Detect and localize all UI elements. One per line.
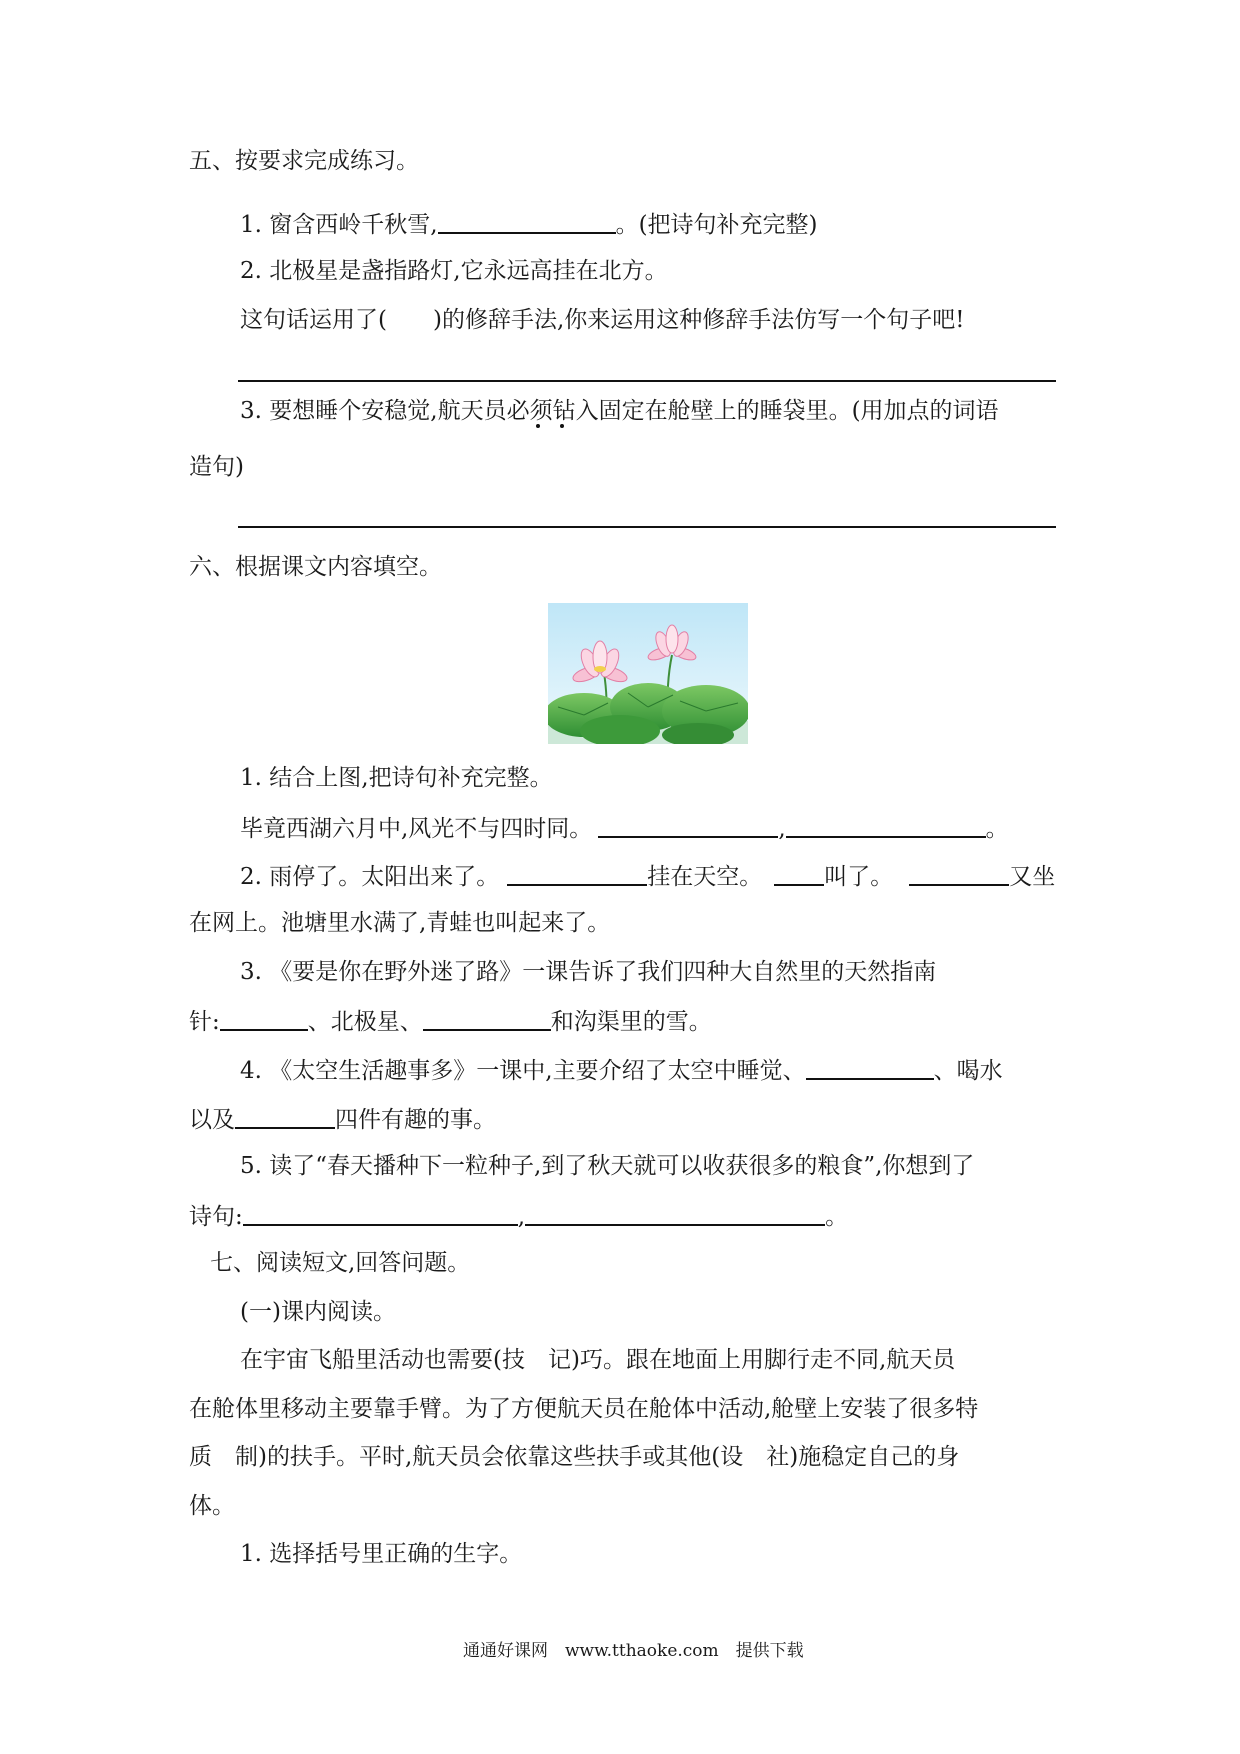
- q6-4-part-a: 4. 《太空生活趣事多》一课中,主要介绍了太空中睡觉、: [240, 1058, 806, 1084]
- q6-4-part-d: 四件有趣的事。: [335, 1107, 496, 1133]
- question-6-2-line1: [240, 860, 1055, 890]
- section-7-subheading: (一)课内阅读。: [240, 1299, 396, 1325]
- question-6-3-line2: [189, 1005, 712, 1035]
- question-5-3-line1: 3. 要想睡个安稳觉,航天员必须钻入固定在舱壁上的睡袋里。(用加点的词语: [240, 398, 999, 424]
- answer-blank[interactable]: [525, 1200, 825, 1226]
- question-5-2-line2: 这句话运用了( )的修辞手法,你来运用这种修辞手法仿写一个句子吧!: [240, 307, 965, 333]
- comma: ,: [778, 816, 786, 842]
- question-6-1-title: 1. 结合上图,把诗句补充完整。: [240, 765, 553, 791]
- answer-blank[interactable]: [774, 860, 824, 886]
- answer-blank[interactable]: [806, 1054, 934, 1080]
- section-7-heading: 七、阅读短文,回答问题。: [210, 1250, 471, 1276]
- question-5-1-tail: 。(把诗句补充完整): [615, 212, 818, 238]
- question-6-5-line2: [189, 1200, 848, 1230]
- question-5-1: [240, 208, 818, 238]
- question-6-1-poem: [240, 812, 1009, 842]
- answer-blank[interactable]: [243, 1200, 518, 1226]
- reading-paragraph-line: 体。: [189, 1493, 235, 1519]
- answer-line[interactable]: [238, 526, 1056, 528]
- q6-3-part-a: 针:: [189, 1009, 220, 1035]
- lotus-illustration: [548, 603, 748, 744]
- reading-paragraph-line: 在舱体里移动主要靠手臂。为了方便航天员在舱体中活动,舱壁上安装了很多特: [189, 1396, 979, 1422]
- answer-blank[interactable]: [598, 812, 778, 838]
- question-6-4-line2: [189, 1103, 496, 1133]
- comma: ,: [517, 1204, 526, 1230]
- question-6-4-line1: [240, 1054, 1003, 1084]
- q6-2-part-a: 2. 雨停了。太阳出来了。: [240, 864, 500, 890]
- question-6-5-line1: 5. 读了“春天播种下一粒种子,到了秋天就可以收获很多的粮食”,你想到了: [240, 1153, 975, 1179]
- section-5-heading: 五、按要求完成练习。: [189, 148, 419, 174]
- footer-text: 通通好课网 www.tthaoke.com 提供下载: [463, 1641, 804, 1661]
- question-7-1: 1. 选择括号里正确的生字。: [240, 1541, 523, 1567]
- q6-4-part-c: 以及: [189, 1107, 235, 1133]
- answer-blank[interactable]: [423, 1005, 551, 1031]
- question-5-3-line2: 造句): [189, 454, 244, 480]
- q6-3-part-b: 、北极星、: [307, 1009, 423, 1035]
- poem-text: 毕竟西湖六月中,风光不与四时同。: [240, 816, 593, 842]
- answer-blank[interactable]: [235, 1103, 335, 1129]
- answer-blank[interactable]: [786, 812, 986, 838]
- q6-4-part-b: 、喝水: [933, 1058, 1003, 1084]
- q6-2-part-c: 叫了。: [824, 864, 894, 890]
- answer-blank[interactable]: [220, 1005, 308, 1031]
- reading-paragraph-line: 在宇宙飞船里活动也需要(技 记)巧。跟在地面上用脚行走不同,航天员: [240, 1347, 956, 1373]
- answer-line[interactable]: [238, 380, 1056, 382]
- q6-3-part-c: 和沟渠里的雪。: [550, 1009, 712, 1035]
- q6-2-part-d: 又坐: [1009, 864, 1056, 890]
- answer-blank[interactable]: [438, 208, 616, 234]
- answer-blank[interactable]: [507, 860, 647, 886]
- q6-5-part-a: 诗句:: [189, 1204, 243, 1230]
- reading-paragraph-line: 质 制)的扶手。平时,航天员会依靠这些扶手或其他(设 社)施稳定自己的身: [189, 1444, 960, 1470]
- question-6-2-line2: 在网上。池塘里水满了,青蛙也叫起来了。: [189, 910, 611, 936]
- q6-2-part-b: 挂在天空。: [647, 864, 763, 890]
- period: 。: [825, 1204, 849, 1230]
- period: 。: [985, 816, 1009, 842]
- section-6-heading: 六、根据课文内容填空。: [189, 554, 442, 580]
- answer-blank[interactable]: [909, 860, 1009, 886]
- emphasis-dot: [536, 424, 540, 428]
- question-6-3-line1: 3. 《要是你在野外迷了路》一课告诉了我们四种大自然里的天然指南: [240, 959, 937, 985]
- question-5-1-text: 1. 窗含西岭千秋雪,: [240, 212, 438, 238]
- emphasis-dot: [560, 424, 564, 428]
- question-5-2-line1: 2. 北极星是盏指路灯,它永远高挂在北方。: [240, 258, 668, 284]
